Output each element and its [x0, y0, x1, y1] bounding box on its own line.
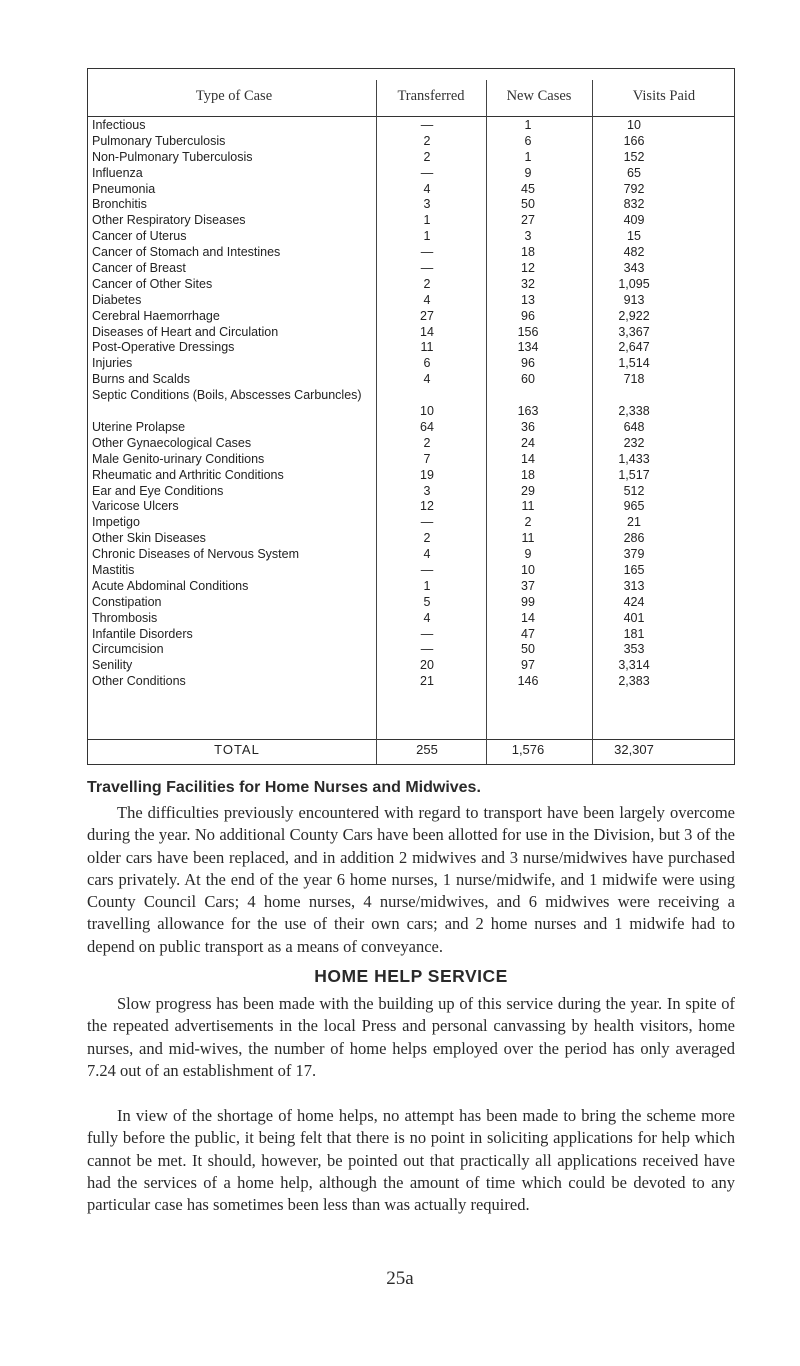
- case-type-cell: Male Genito-urinary Conditions: [92, 451, 265, 466]
- case-type-cell: Acute Abdominal Conditions: [92, 578, 249, 593]
- new-cases-cell: 6: [524, 133, 532, 148]
- case-type-cell: Chronic Diseases of Nervous System: [92, 547, 300, 562]
- visits-paid-cell: 313: [623, 578, 645, 593]
- case-type-cell: Injuries: [92, 356, 133, 371]
- page-number: 25a: [386, 1268, 414, 1289]
- table-row: [92, 468, 732, 484]
- transferred-cell: 20: [420, 658, 434, 673]
- transferred-cell: 1: [423, 578, 431, 593]
- visits-paid-cell: 15: [627, 229, 641, 244]
- case-type-cell: Cancer of Uterus: [92, 229, 187, 244]
- transferred-cell: 27: [420, 308, 434, 323]
- table-row: [92, 484, 732, 500]
- transferred-cell: 4: [423, 547, 431, 562]
- case-type-cell: Constipation: [92, 594, 162, 609]
- table-row: [92, 229, 732, 245]
- transferred-cell: 12: [420, 499, 434, 514]
- visits-paid-cell: 409: [623, 213, 645, 228]
- visits-paid-cell: 21: [627, 515, 641, 530]
- visits-paid-cell: 232: [623, 435, 645, 450]
- case-type-cell: Other Conditions: [92, 674, 186, 689]
- table-row: [92, 436, 732, 452]
- transferred-cell: 1: [423, 229, 431, 244]
- transferred-cell: 4: [423, 610, 431, 625]
- visits-paid-cell: 152: [623, 149, 645, 164]
- transferred-cell: 2: [423, 149, 431, 164]
- table-row: [92, 658, 732, 674]
- table-total-rule: [87, 739, 735, 740]
- case-type-cell: Cerebral Haemorrhage: [92, 308, 220, 323]
- table-row: [92, 277, 732, 293]
- transferred-cell: 6: [423, 356, 431, 371]
- new-cases-cell: 47: [521, 626, 535, 641]
- case-type-cell: Uterine Prolapse: [92, 419, 186, 434]
- visits-paid-cell: 3,314: [618, 658, 650, 673]
- new-cases-cell: 14: [521, 451, 535, 466]
- case-type-cell: Other Skin Diseases: [92, 531, 206, 546]
- total-visits-paid: 32,307: [614, 742, 654, 757]
- table-row: [92, 213, 732, 229]
- table-row: [92, 309, 732, 325]
- new-cases-cell: 163: [517, 404, 539, 419]
- new-cases-cell: 11: [521, 499, 535, 514]
- table-row: [92, 515, 732, 531]
- table-row: [92, 118, 732, 134]
- transferred-cell: 3: [423, 483, 431, 498]
- new-cases-cell: 29: [521, 483, 535, 498]
- table-row: [92, 611, 732, 627]
- new-cases-cell: 12: [521, 261, 535, 276]
- visits-paid-cell: 965: [623, 499, 645, 514]
- new-cases-cell: 36: [521, 419, 535, 434]
- new-cases-cell: 32: [521, 276, 535, 291]
- new-cases-cell: 2: [524, 515, 532, 530]
- table-row: [92, 372, 732, 388]
- visits-paid-cell: 512: [623, 483, 645, 498]
- visits-paid-cell: 286: [623, 531, 645, 546]
- new-cases-cell: 10: [521, 562, 535, 577]
- visits-paid-cell: 401: [623, 610, 645, 625]
- case-type-cell: Thrombosis: [92, 610, 158, 625]
- case-type-cell: Ear and Eye Conditions: [92, 483, 224, 498]
- transferred-cell: 4: [423, 181, 431, 196]
- table-row: [92, 182, 732, 198]
- total-new-cases: 1,576: [511, 742, 545, 757]
- case-type-cell: Circumcision: [92, 642, 164, 657]
- new-cases-cell: 45: [521, 181, 535, 196]
- new-cases-cell: 97: [521, 658, 535, 673]
- table-row: [92, 627, 732, 643]
- new-cases-cell: 1: [524, 149, 532, 164]
- visits-paid-cell: 648: [623, 419, 645, 434]
- transferred-cell: —: [420, 562, 434, 577]
- table-header-rule: [87, 116, 735, 117]
- transferred-cell: —: [420, 261, 434, 276]
- case-type-cell: Bronchitis: [92, 197, 147, 212]
- new-cases-cell: 13: [521, 292, 535, 307]
- new-cases-cell: 14: [521, 610, 535, 625]
- table-row: [92, 420, 732, 436]
- table-row: [92, 388, 732, 420]
- transferred-cell: —: [420, 642, 434, 657]
- visits-paid-cell: 482: [623, 245, 645, 260]
- case-type-cell: Other Respiratory Diseases: [92, 213, 246, 228]
- transferred-cell: 19: [420, 467, 434, 482]
- case-type-cell: Infectious: [92, 118, 146, 132]
- transferred-cell: 14: [420, 324, 434, 339]
- new-cases-cell: 1: [524, 118, 532, 132]
- visits-paid-cell: 2,647: [618, 340, 650, 355]
- case-type-cell: Impetigo: [92, 515, 140, 530]
- transferred-cell: 64: [420, 419, 434, 434]
- case-type-cell: Diseases of Heart and Circulation: [92, 324, 279, 339]
- case-type-cell: Burns and Scalds: [92, 372, 190, 387]
- visits-paid-cell: 718: [623, 372, 645, 387]
- visits-paid-cell: 165: [623, 562, 645, 577]
- new-cases-cell: 50: [521, 642, 535, 657]
- new-cases-cell: 156: [517, 324, 539, 339]
- table-row: [92, 325, 732, 341]
- case-type-cell: Rheumatic and Arthritic Conditions: [92, 467, 284, 482]
- visits-paid-cell: 379: [623, 547, 645, 562]
- transferred-cell: —: [420, 118, 434, 132]
- home-help-paragraph-2: In view of the shortage of home helps, no attempt has been made to bring the scheme more fully before the public, it being felt that there is no point in soliciting applications for help which cannot be met. It should, however, be pointed out that practically all applications received have had the services of a home help, although the amount of time which could be devoted to any particular case has sometimes been less than was actually required.: [87, 1106, 735, 1215]
- transferred-cell: 5: [423, 594, 431, 609]
- total-label: TOTAL: [214, 742, 260, 757]
- header-type-of-case: Type of Case: [195, 88, 273, 104]
- visits-paid-cell: 792: [623, 181, 645, 196]
- table-row: [92, 245, 732, 261]
- table-row: [92, 595, 732, 611]
- table-row: [92, 356, 732, 372]
- visits-paid-cell: 424: [623, 594, 645, 609]
- visits-paid-cell: 3,367: [618, 324, 650, 339]
- table-row: [92, 261, 732, 277]
- case-type-cell: Pneumonia: [92, 181, 156, 196]
- new-cases-cell: 3: [524, 229, 532, 244]
- visits-paid-cell: 1,517: [618, 467, 650, 482]
- case-table-body: [92, 118, 732, 690]
- new-cases-cell: 18: [521, 245, 535, 260]
- new-cases-cell: 9: [524, 165, 532, 180]
- table-row: [92, 340, 732, 356]
- visits-paid-cell: 166: [623, 133, 645, 148]
- case-type-cell: Pulmonary Tuberculosis: [92, 133, 226, 148]
- table-total-row: [92, 742, 732, 762]
- case-type-cell: Influenza: [92, 165, 143, 180]
- new-cases-cell: 134: [517, 340, 539, 355]
- visits-paid-cell: 1,514: [618, 356, 650, 371]
- home-help-heading: HOME HELP SERVICE: [314, 966, 508, 986]
- case-type-cell: Post-Operative Dressings: [92, 340, 235, 355]
- transferred-cell: 3: [423, 197, 431, 212]
- table-row: [92, 134, 732, 150]
- new-cases-cell: 18: [521, 467, 535, 482]
- new-cases-cell: 9: [524, 547, 532, 562]
- new-cases-cell: 27: [521, 213, 535, 228]
- transferred-cell: —: [420, 515, 434, 530]
- case-type-cell: Cancer of Stomach and Intestines: [92, 245, 281, 260]
- case-type-cell: Senility: [92, 658, 133, 673]
- table-row: [92, 499, 732, 515]
- table-bottom-rule: [87, 764, 735, 765]
- visits-paid-cell: 343: [623, 261, 645, 276]
- visits-paid-cell: 181: [623, 626, 645, 641]
- case-type-cell: Cancer of Other Sites: [92, 276, 213, 291]
- transferred-cell: 11: [420, 340, 434, 355]
- case-type-cell: Cancer of Breast: [92, 261, 186, 276]
- table-row: [92, 293, 732, 309]
- case-type-cell: Non-Pulmonary Tuberculosis: [92, 149, 253, 164]
- new-cases-cell: 24: [521, 435, 535, 450]
- table-row: [92, 197, 732, 213]
- travelling-heading: Travelling Facilities for Home Nurses and Midwives.: [87, 779, 481, 796]
- table-row: [92, 547, 732, 563]
- new-cases-cell: 146: [517, 674, 539, 689]
- case-type-cell: Infantile Disorders: [92, 626, 193, 641]
- table-row: [92, 531, 732, 547]
- header-new-cases: New Cases: [506, 88, 572, 104]
- visits-paid-cell: 2,383: [618, 674, 650, 689]
- transferred-cell: 2: [423, 133, 431, 148]
- new-cases-cell: 99: [521, 594, 535, 609]
- transferred-cell: 2: [423, 435, 431, 450]
- visits-paid-cell: 832: [623, 197, 645, 212]
- total-transferred: 255: [416, 742, 438, 757]
- case-type-cell: Septic Conditions (Boils, Abscesses Carbuncles): [92, 388, 362, 403]
- table-right-rule: [734, 68, 735, 764]
- transferred-cell: 4: [423, 372, 431, 387]
- transferred-cell: 2: [423, 276, 431, 291]
- visits-paid-cell: 1,095: [618, 276, 650, 291]
- table-row: [92, 452, 732, 468]
- home-help-paragraph-1: Slow progress has been made with the building up of this service during the year. In spite of the repeated advertisements in the local Press and personal canvassing by health visitors, home nurses, and mid-wives, the number of home helps employed over the period has only averaged 7.24 out of an establishment of 17.: [87, 994, 735, 1080]
- transferred-cell: 7: [423, 451, 431, 466]
- case-type-cell: Diabetes: [92, 292, 142, 307]
- transferred-cell: —: [420, 626, 434, 641]
- transferred-cell: —: [420, 245, 434, 260]
- case-type-cell: Mastitis: [92, 562, 135, 577]
- transferred-cell: 4: [423, 292, 431, 307]
- visits-paid-cell: 10: [627, 118, 641, 132]
- header-visits-paid: Visits Paid: [632, 88, 696, 104]
- transferred-cell: 10: [420, 404, 434, 419]
- transferred-cell: 1: [423, 213, 431, 228]
- table-row: [92, 642, 732, 658]
- visits-paid-cell: 913: [623, 292, 645, 307]
- table-row: [92, 563, 732, 579]
- visits-paid-cell: 353: [623, 642, 645, 657]
- new-cases-cell: 11: [521, 531, 535, 546]
- table-row: [92, 150, 732, 166]
- new-cases-cell: 96: [521, 308, 535, 323]
- header-transferred: Transferred: [397, 88, 465, 104]
- transferred-cell: —: [420, 165, 434, 180]
- visits-paid-cell: 1,433: [618, 451, 650, 466]
- transferred-cell: 2: [423, 531, 431, 546]
- travelling-paragraph: The difficulties previously encountered with regard to transport have been largely overcome during the year. No additional County Cars have been allotted for use in the Division, but 3 of the older cars have been replaced, and in addition 2 midwives and 3 nurse/midwives have purchased cars privately. At the end of the year 6 home nurses, 1 nurse/midwife, and 1 midwife were using County Council Cars; 4 home nurses, 4 nurse/midwives, and 6 midwives were receiving a travelling allowance for the use of their own cars; and 2 home nurses and 1 midwife had to depend on public transport as a means of conveyance.: [87, 803, 735, 956]
- table-row: [92, 579, 732, 595]
- table-row: [92, 674, 732, 690]
- visits-paid-cell: 2,338: [618, 404, 650, 419]
- visits-paid-cell: 65: [627, 165, 641, 180]
- table-left-rule: [87, 68, 88, 764]
- new-cases-cell: 50: [521, 197, 535, 212]
- new-cases-cell: 60: [521, 372, 535, 387]
- transferred-cell: 21: [420, 674, 434, 689]
- visits-paid-cell: 2,922: [618, 308, 650, 323]
- case-type-cell: Varicose Ulcers: [92, 499, 179, 514]
- new-cases-cell: 37: [521, 578, 535, 593]
- case-type-cell: Other Gynaecological Cases: [92, 435, 252, 450]
- new-cases-cell: 96: [521, 356, 535, 371]
- table-row: [92, 166, 732, 182]
- table-top-rule: [87, 68, 735, 69]
